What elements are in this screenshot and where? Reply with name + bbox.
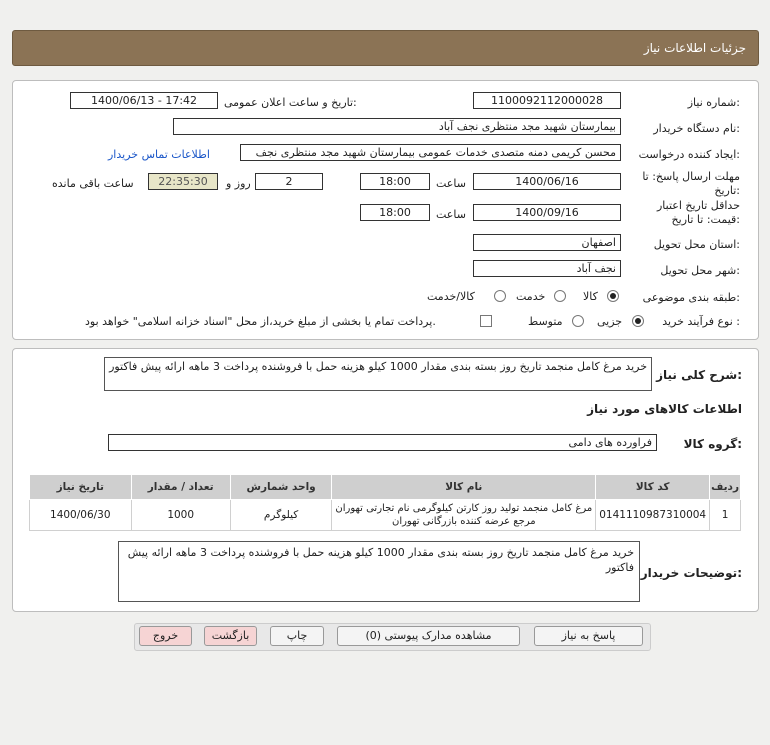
process-option-minor: جزیی (597, 315, 623, 328)
validity-time-label: ساعت (436, 208, 466, 221)
goods-group-label: گروه کالا: (683, 437, 742, 451)
process-radio-minor[interactable] (632, 315, 644, 327)
payment-checkbox[interactable] (480, 315, 492, 327)
row-date: 1400/06/30 (30, 500, 132, 531)
validity-date-field: 1400/09/16 (473, 204, 621, 221)
days-label: روز و (226, 177, 251, 190)
buyer-org-label: نام دستگاه خریدار: (653, 122, 740, 135)
category-radio-service[interactable] (554, 290, 566, 302)
remaining-time-field: 22:35:30 (148, 173, 218, 190)
city-field: نجف آباد (473, 260, 621, 277)
days-field: 2 (255, 173, 323, 190)
city-label: شهر محل تحویل: (660, 264, 740, 277)
goods-group-field: فراورده های دامی (108, 434, 657, 451)
remaining-label: ساعت باقی مانده (52, 177, 134, 190)
row-unit: کیلوگرم (230, 500, 332, 531)
buyer-notes-label: توضیحات خریدار: (640, 566, 742, 580)
deadline-date-field: 1400/06/16 (473, 173, 621, 190)
province-field: اصفهان (473, 234, 621, 251)
validity-label: حداقل تاریخ اعتبار (656, 199, 740, 212)
creator-label: ایجاد کننده درخواست: (638, 148, 740, 161)
category-option-service: خدمت (516, 290, 546, 303)
row-code: 0141110987310004 (596, 500, 710, 531)
attachments-button[interactable]: مشاهده مدارک پیوستی (0) (337, 626, 520, 646)
payment-note: پرداخت تمام یا بخشی از مبلغ خرید،از محل "اسناد خزانه اسلامی" خواهد بود. (85, 315, 436, 328)
col-index: ردیف (710, 475, 741, 500)
category-option-goods-service: کالا/خدمت (427, 290, 475, 303)
col-date: تاریخ نیاز (30, 475, 132, 500)
row-name: مرغ کامل منجمد تولید روز کارتن کیلوگرمی نام تجارتی تهوران مرجع عرضه کننده بازرگانی تهوران (332, 500, 596, 531)
page-title: جزئیات اطلاعات نیاز (643, 41, 746, 55)
col-unit: واحد شمارش (230, 475, 332, 500)
category-radio-goods[interactable] (607, 290, 619, 302)
category-label: طبقه بندی موضوعی: (642, 291, 740, 304)
deadline-time-label: ساعت (436, 177, 466, 190)
buyer-notes-box: خرید مرغ کامل منجمد تاریخ روز بسته بندی مقدار 1000 کیلو هزینه حمل با فروشنده پرداخت 3 ماهه ارائه پیش فاکتور (118, 541, 640, 602)
summary-label: شرح کلی نیاز: (656, 368, 742, 382)
contact-buyer-link[interactable]: اطلاعات تماس خریدار (108, 148, 210, 161)
creator-field: محسن کریمی دمنه متصدی خدمات عمومی بیمارستان شهید مجد منتظری نجف (240, 144, 621, 161)
deadline-time-field: 18:00 (360, 173, 430, 190)
summary-box: خرید مرغ کامل منجمد تاریخ روز بسته بندی مقدار 1000 کیلو هزینه حمل با فروشنده پرداخت 3 ماهه ارائه پیش فاکتور (104, 357, 652, 391)
category-option-goods: کالا (583, 290, 598, 303)
need-number-field: 1100092112000028 (473, 92, 621, 109)
back-button[interactable]: بازگشت (204, 626, 257, 646)
category-radio-goods-service[interactable] (494, 290, 506, 302)
col-name: نام کالا (332, 475, 596, 500)
row-index: 1 (710, 500, 741, 531)
province-label: استان محل تحویل: (653, 238, 740, 251)
announce-label: تاریخ و ساعت اعلان عمومی: (224, 96, 357, 109)
row-qty: 1000 (131, 500, 230, 531)
page-header (12, 30, 759, 66)
goods-table (29, 474, 741, 531)
deadline-label-2: تاریخ: (714, 184, 740, 197)
reply-button[interactable]: پاسخ به نیاز (534, 626, 643, 646)
validity-time-field: 18:00 (360, 204, 430, 221)
goods-table-header (30, 475, 741, 500)
exit-button[interactable]: خروج (139, 626, 192, 646)
col-code: کد کالا (596, 475, 710, 500)
goods-section-title: اطلاعات کالاهای مورد نیاز (587, 402, 742, 416)
col-qty: تعداد / مقدار (131, 475, 230, 500)
validity-label-2: قیمت: تا تاریخ: (671, 213, 740, 226)
buyer-org-field: بیمارستان شهید مجد منتظری نجف آباد (173, 118, 621, 135)
table-row (30, 500, 741, 531)
process-option-medium: متوسط (528, 315, 563, 328)
process-label: نوع فرآیند خرید : (662, 315, 740, 328)
need-number-label: شماره نیاز: (687, 96, 740, 109)
process-radio-medium[interactable] (572, 315, 584, 327)
deadline-label: مهلت ارسال پاسخ: تا (642, 170, 740, 183)
print-button[interactable]: چاپ (270, 626, 324, 646)
announce-field: 1400/06/13 - 17:42 (70, 92, 218, 109)
